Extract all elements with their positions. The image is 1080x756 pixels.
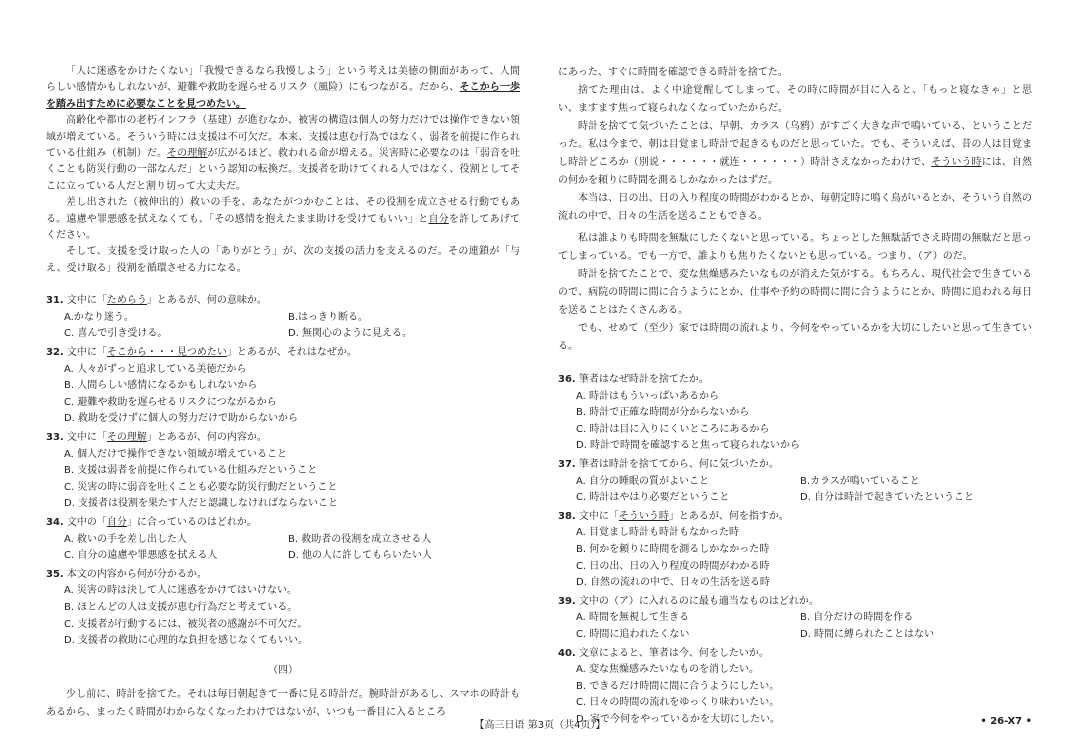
option-d: D. 自然の流れの中で、日々の生活を送る時 [576,577,770,589]
option-b: B. 救助者の役割を成立させる人 [288,533,432,545]
passage-paragraph: 時計を捨てたことで、変な焦燥感みたいなものが消えた気がする。もちろん、現代社会で生きているので、病院の時間に間に合うようにとか、仕事や予約の時間に間に合うようにとか、時間に追われる毎日を送ることはたくさんある。 [558,269,1032,316]
question-number: 33. [46,432,64,444]
option-a: A. 時計はもういっぱいあるから [576,390,720,402]
option-a: A. 時間を無視して生きる [576,612,690,624]
option-a: A. 救いの手を差し出した人 [64,533,188,545]
question-35: 35. 本文の内容から何が分かるか。 A. 災害の時は決して人に迷惑をかけてはいけない。 B. ほとんどの人は支援が恵む行為だと考えている。 C. 支援者が行動するには、被災者の感謝が不可欠だ。 D. 支援者の救助に心理的な負担を感じなくてもいい。 [46,567,520,650]
paper-code: • 26-X7 • [980,716,1032,727]
passage-paragraph: 高齢化や都市の老朽インフラ（基建）が進むなか、被害の構造は個人の努力だけでは操作できない領域が増えている。そういう時には支援は不可欠だ。本来、支援は恵む行為ではなく、弱者を前提に作られている仕組み（机制）だ。その理解が広がるほど、救われる命が増える。災害時に必要なのは「弱音を吐くことも防災行動の一部なんだ」という認知の転換だ。支援者を助けてくれる人ではなく、役割としてそこに立っている人だと割り切って大丈夫だ。 [46,115,521,192]
option-c: C. 自分の遠慮や罪悪感を拭える人 [64,550,218,562]
option-d: D. 無関心のように見える。 [288,328,413,340]
passage-paragraph: 捨てた理由は、よく中途覚醒してしまって、その時に時間が目に入ると、「もっと寝なきゃ」と思い、ますます焦って寝られなくなっていたからだ。 [558,85,1032,114]
question-34: 34. 文中の「自分」に合っているのはどれか。 A. 救いの手を差し出した人 B. 救助者の役割を成立させる人 C. 自分の遠慮や罪悪感を拭える人 D. 他の人に許してもらいたい人 [46,515,520,565]
option-d: D. 家で今何をやっているかを大切にしたい。 [576,713,781,725]
question-33: 33. 文中に「その理解」とあるが、何の内容か。 A. 個人だけで操作できない領域が増えていること B. 支援は弱者を前提に作られている仕組みだということ C. 災害の時に弱音を吐くことも必要な防災行動だということ D. 支援者は役割を果たす人だと認識しなければならないこと [46,430,520,513]
option-a: A.かなり迷う。 [64,311,134,323]
option-b: B. 時計で正確な時間が分からないから [576,407,750,419]
option-d: D. 時計で時間を確認すると焦って寝られないから [576,440,801,452]
passage-paragraph: 私は誰よりも時間を無駄にしたくないと思っている。ちょっとした無駄話でさえ時間の無駄だと思ってしまっている。でも一方で、誰よりも焦りたくないとも思っている。つまり、（ア）のだ。 [558,233,1032,262]
passage-paragraph: 少し前に、時計を捨てた。それは毎日朝起きて一番に見る時計だ。腕時計があるし、スマホの時計もあるから、まったく時間がわからなくなったわけではないが、いつも一番目に入るところ [46,688,520,718]
question-40: 40. 文章によると、筆者は今、何をしたいか。 A. 変な焦燥感みたいなものを消したい。 B. できるだけ時間に間に合うようにしたい。 C. 日々の時間の流れをゆっくり味わいたい。 D. 家で今何をやっているかを大切にしたい。 [558,646,1032,729]
option-d: D. 支援者は役割を果たす人だと認識しなければならないこと [64,498,339,510]
question-number: 40. [558,647,576,659]
option-b: B. 支援は弱者を前提に作られている仕組みだということ [64,465,318,477]
question-number: 32. [46,347,64,359]
question-32: 32. 文中に「そこから・・・見つめたい」とあるが、それはなぜか。 A. 人々がずっと追求している美徳だから B. 人間らしい感情になるかもしれないから C. 避難や救助を遅らせるリスクにつながるから D. 救助を受けずに個人の努力だけで助からないから [46,345,520,428]
option-b: B. 何かを頼りに時間を測るしかなかった時 [576,543,770,555]
option-b: B. 自分だけの時間を作る [800,612,914,624]
underlined-phrase: 自分 [428,213,449,225]
right-column [558,64,1032,728]
question-number: 38. [558,510,576,522]
underlined-bold-phrase: そこから一歩を踏み出すために必要なことを見つめたい。 [46,82,521,110]
page-footer: 【高三日语 第3页（共4页）】 [474,720,606,731]
option-c: C. 日々の時間の流れをゆっくり味わいたい。 [576,697,780,709]
option-a: A. 災害の時は決して人に迷惑をかけてはいけない。 [64,585,298,597]
question-38: 38. 文中に「そういう時」とあるが、何を指すか。 A. 目覚まし時計も時計もなかった時 B. 何かを頼りに時間を測るしかなかった時 C. 日の出、日の入り程度の時間がわかる時 D. 自然の流れの中で、日々の生活を送る時 [558,509,1032,592]
option-b: B. ほとんどの人は支援が恵む行為だと考えている。 [64,601,298,613]
option-a: A. 自分の睡眠の質がよいこと [576,475,710,487]
option-c: C. 時計は目に入りにくいところにあるから [576,423,770,435]
question-number: 37. [558,458,576,470]
option-a: A. 目覚まし時計も時計もなかった時 [576,527,740,539]
option-c: C. 避難や救助を遅らせるリスクにつながるから [64,396,277,408]
question-37: 37. 筆者は時計を捨ててから、何に気づいたか。 A. 自分の睡眠の質がよいこと B.カラスが鳴いていること C. 時計はやはり必要だということ D. 自分は時計で起きていたということ [558,457,1032,507]
question-31: 31. 文中に「ためらう」とあるが、何の意味か。 A.かなり迷う。 B.はっきり断る。 C. 喜んで引き受ける。 D. 無関心のように見える。 [46,293,520,343]
passage-paragraph: 差し出された（被伸出的）救いの手を、あなたがつかむことは、その役割を成立させる行動でもある。遠慮や罪悪感を拭えなくても、「その感情を抱えたまま助けを受けてもいい」と自分を許してあげてください。 [46,197,521,242]
option-a: A. 変な焦燥感みたいなものを消したい。 [576,664,760,676]
option-c: C. 時間に追われたくない [576,628,690,640]
option-c: C. 災害の時に弱音を吐くことも必要な防災行動だということ [64,481,338,493]
question-number: 36. [558,374,576,385]
underlined-phrase: その理解 [167,148,208,160]
question-number: 31. [46,295,64,307]
option-d: D. 時間に縛られたことはない [800,628,935,640]
option-d: D. 自分は時計で起きていたということ [800,492,975,504]
passage-paragraph: 「人に迷惑をかけたくない」「我慢できるなら我慢しよう」という考えは美徳の側面があって、人間らしい感情かもしれないが、避難や救助を遅らせるリスク（風险）にもつながる。だから、そこから一歩を踏み出すために必要なことを見つめたい。 [46,66,521,110]
section-heading: （四） [268,664,298,676]
option-d: D. 救助を受けずに個人の努力だけで助からないから [64,413,299,425]
left-column [46,64,520,722]
question-39: 39. 文中の（ア）に入れるのに最も適当なものはどれか。 A. 時間を無視して生きる B. 自分だけの時間を作る C. 時間に追われたくない D. 時間に縛られたことはない [558,594,1032,644]
question-number: 39. [558,595,576,607]
passage-paragraph: 本当は、日の出、日の入り程度の時間がわかるとか、毎朝定時に鳴く鳥がいるとか、そういう自然の流れの中で、日々の生活を送ることもできる。 [558,193,1032,222]
question-number: 35. [46,568,64,580]
option-c: C. 喜んで引き受ける。 [64,328,168,340]
option-b: B.カラスが鳴いていること [800,475,920,487]
option-d: D. 他の人に許してもらいたい人 [288,550,433,562]
option-b: B. できるだけ時間に間に合うようにしたい。 [576,680,780,692]
option-d: D. 支援者の救助に心理的な負担を感じなくてもいい。 [64,635,309,647]
question-36: 36. 筆者はなぜ時計を捨てたか。 A. 時計はもういっぱいあるから B. 時計で正確な時間が分からないから C. 時計は目に入りにくいところにあるから D. 時計で時間を確認すると焦って寝られないから [558,372,1032,455]
question-number: 34. [46,517,64,528]
passage-paragraph: でも、せめて（至少）家では時間の流れより、今何をやっているかを大切にしたいと思って生きている。 [558,323,1032,352]
option-a: A. 個人だけで操作できない領域が増えていること [64,448,288,460]
option-b: B. 人間らしい感情になるかもしれないから [64,380,258,392]
option-c: C. 支援者が行動するには、被災者の感謝が不可欠だ。 [64,618,308,630]
underlined-phrase: そういう時 [931,157,982,168]
passage-paragraph: にあった、すぐに時間を確認できる時計を捨てた。 [558,67,788,78]
option-a: A. 人々がずっと追求している美徳だから [64,363,247,375]
option-b: B.はっきり断る。 [288,311,369,323]
passage-paragraph: 時計を捨てて気づいたことは、早朝、カラス（乌鸦）がすごく大きな声で鳴いている、ということだった。私は今まで、朝は目覚まし時計で起きるものだと思っていた。でも、そういえば、昔の人は目覚まし時計どころか（別说・・・・・・就连・・・・・・）時計さえなかったわけで、そういう時には、自然の何かを頼りに時間を測るしかなかったはずだ。 [558,121,1033,186]
option-c: C. 日の出、日の入り程度の時間がわかる時 [576,560,770,572]
option-c: C. 時計はやはり必要だということ [576,492,730,504]
passage-paragraph: そして、支援を受け取った人の「ありがとう」が、次の支援の活力を支えるのだ。その連鎖が「与え、受け取る」役割を循環させる力になる。 [46,246,520,274]
